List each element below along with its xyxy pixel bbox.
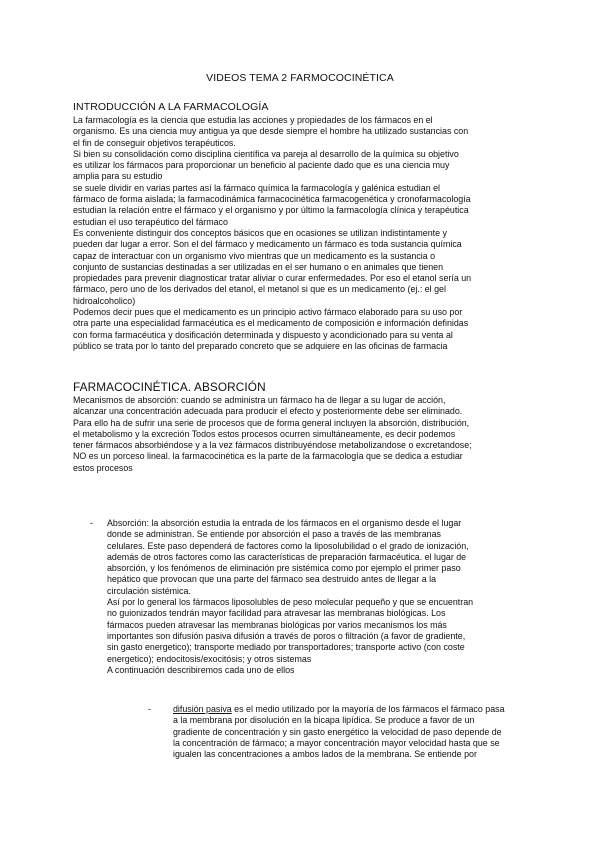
text-line: la concentración de fármaco; a mayor concentración mayor velocidad hasta que se xyxy=(173,737,500,748)
text-line: estudian la relación entre el fármaco y el organismo y por último la farmacología clínica y terapéutica xyxy=(73,205,469,216)
bullet-marker: - xyxy=(90,518,93,528)
text-line: estudian el uso terapéutico del fármaco xyxy=(73,216,228,227)
term-difusion-pasiva: difusión pasiva xyxy=(173,704,232,714)
text-line: alcanzar una concentración adecuada para producir el efecto y posteriormente debe ser eliminado. xyxy=(73,406,463,417)
text-line: Mecanismos de absorción: cuando se administra un fármaco ha de llegar a su lugar de acción, xyxy=(73,395,446,405)
section-body-absorcion xyxy=(73,395,543,474)
text-line: a la membrana por disolución en la bicapa lipídica. Se produce a favor de un xyxy=(173,715,475,726)
text-line: es utilizar los fármacos para proporcionar un beneficio al paciente dado que es una ciencia muy xyxy=(73,160,450,171)
text-line: propiedades para prevenir diagnosticar tratar aliviar o curar enfermedades. Por eso el etanol sería un xyxy=(73,273,472,284)
text-line: el fin de conseguir objetivos terapéuticos. xyxy=(73,137,236,148)
text-line: NO es un porceso lineal. la farmacocinética es la parte de la farmacología que se dedica a estudiar xyxy=(73,451,463,462)
text-line: no guionizados tendrán mayor facilidad para atravesar las membranas biológicas. Los xyxy=(107,608,446,619)
sub-bullet-marker: - xyxy=(148,704,151,714)
text-line: estos procesos xyxy=(73,462,133,473)
sub-bullet-first-line xyxy=(173,704,553,715)
text-line: otra parte una especialidad farmacéutica es el medicamento de composición e información definidas xyxy=(73,318,469,329)
text-line: energetico); endocitosis/exocitósis; y otros sistemas xyxy=(107,653,312,664)
text-line: celulares. Este paso dependerá de factores como la liposolubilidad o el grado de ionización, xyxy=(107,540,469,551)
text-line: el metabolismo y la excreción Todos estos procesos ocurren simultáneamente, es decir podemos xyxy=(73,428,456,439)
text-line: Podemos decir pues que el medicamento es un principio activo fármaco elaborado para su uso por xyxy=(73,307,463,318)
text-line: absorción, y los fenómenos de eliminación pre sistémica como por ejemplo el primer paso xyxy=(107,563,461,574)
sub-bullet-difusion-pasiva xyxy=(173,704,553,760)
text-line: Para ello ha de sufrir una serie de procesos que de forma general incluyen la absorción, distribución, xyxy=(73,417,470,428)
text-line: además de otros factores como las características de preparación farmacéutica. el lugar de xyxy=(107,551,467,562)
text-line: con forma farmacéutica y dosificación determinada y dispuesto y acondicionado para su venta al xyxy=(73,329,453,340)
text-line: amplia para su estudio xyxy=(73,171,163,182)
bullet-absorcion xyxy=(107,518,547,676)
text-line: gradiente de concentración y sin gasto energético la velocidad de paso depende de xyxy=(173,726,502,737)
text-line: fármaco, pero uno de los derivados del etanol, el metanol si que es un medicamento (ej.: el gel xyxy=(73,284,446,295)
text-line: igualen las concentraciones a ambos lados de la membrana. Se entiende por xyxy=(173,749,477,760)
text-line: capaz de interactuar con un organismo vivo mientras que un medicamento es la sustancia o xyxy=(73,250,436,261)
text-line: fármacos pueden atravesar las membranas biológicas por varios mecanismos los más xyxy=(107,619,447,630)
text-line: sin gasto energetico); transporte mediado por transportadores; transporte activo (con coste xyxy=(107,642,465,653)
section-heading-introduccion: INTRODUCCIÓN A LA FARMACOLOGÍA xyxy=(73,101,269,113)
text-line: hepático que provocan que una parte del fármaco sea destruido antes de llegar a la xyxy=(107,574,437,585)
sub-first-line-text: es el medio utilizado por la mayoría de los fármacos el fármaco pasa xyxy=(231,704,505,714)
text-line: importantes son difusión pasiva difusión a través de poros o filtración (a favor de gradiente, xyxy=(107,630,466,641)
text-line: pueden dar lugar a error. Son el del fármaco y medicamento un fármaco es toda sustancia química xyxy=(73,239,462,250)
section-heading-absorcion: FARMACOCINÉTICA. ABSORCIÓN xyxy=(73,380,266,394)
text-line: Es conveniente distinguir dos conceptos básicos que en ocasiones se utilizan indistintamente y xyxy=(73,227,447,238)
text-line: La farmacología es la ciencia que estudia las acciones y propiedades de los fármacos en el xyxy=(73,115,433,125)
text-line: hidroalcoholico) xyxy=(73,295,136,306)
text-line: público se trata por lo tanto del preparado concreto que se adquiere en las oficinas de farmacia xyxy=(73,340,448,351)
text-line: tener fármacos absorbiéndose y a la vez fármacos distribuyéndose metabolizandose o excretandose; xyxy=(73,440,472,451)
document-title: VIDEOS TEMA 2 FARMOCOCINÉTICA xyxy=(206,72,394,84)
text-line: fármaco de forma aislada; la farmacodinámica farmacocinética farmacogenética y cronofarmacología xyxy=(73,194,471,205)
text-line: donde se administran. Se entiende por absorción el paso a través de las membranas xyxy=(107,529,441,540)
text-line: circulación sistémica. xyxy=(107,585,191,596)
section-body-introduccion xyxy=(73,115,543,352)
text-line: Absorción: la absorción estudia la entrada de los fármacos en el organismo desde el lugar xyxy=(107,518,462,528)
text-line: se suele dividir en varias partes así la fármaco química la farmacología y galénica estudian el xyxy=(73,182,441,193)
text-line: Así por lo general los fármacos liposolubles de peso molecular pequeño y que se encuentran xyxy=(107,597,474,608)
text-line: conjunto de sustancias destinadas a ser utilizadas en el ser humano o en animales que tienen xyxy=(73,261,444,272)
text-line: Si bien su consolidación como disciplina científica va pareja al desarrollo de la química su objetivo xyxy=(73,148,459,159)
text-line: A continuación describiremos cada uno de ellos xyxy=(107,664,295,675)
text-line: organismo. Es una ciencia muy antigua ya que desde siempre el hombre ha utilizado sustancias con xyxy=(73,126,469,137)
